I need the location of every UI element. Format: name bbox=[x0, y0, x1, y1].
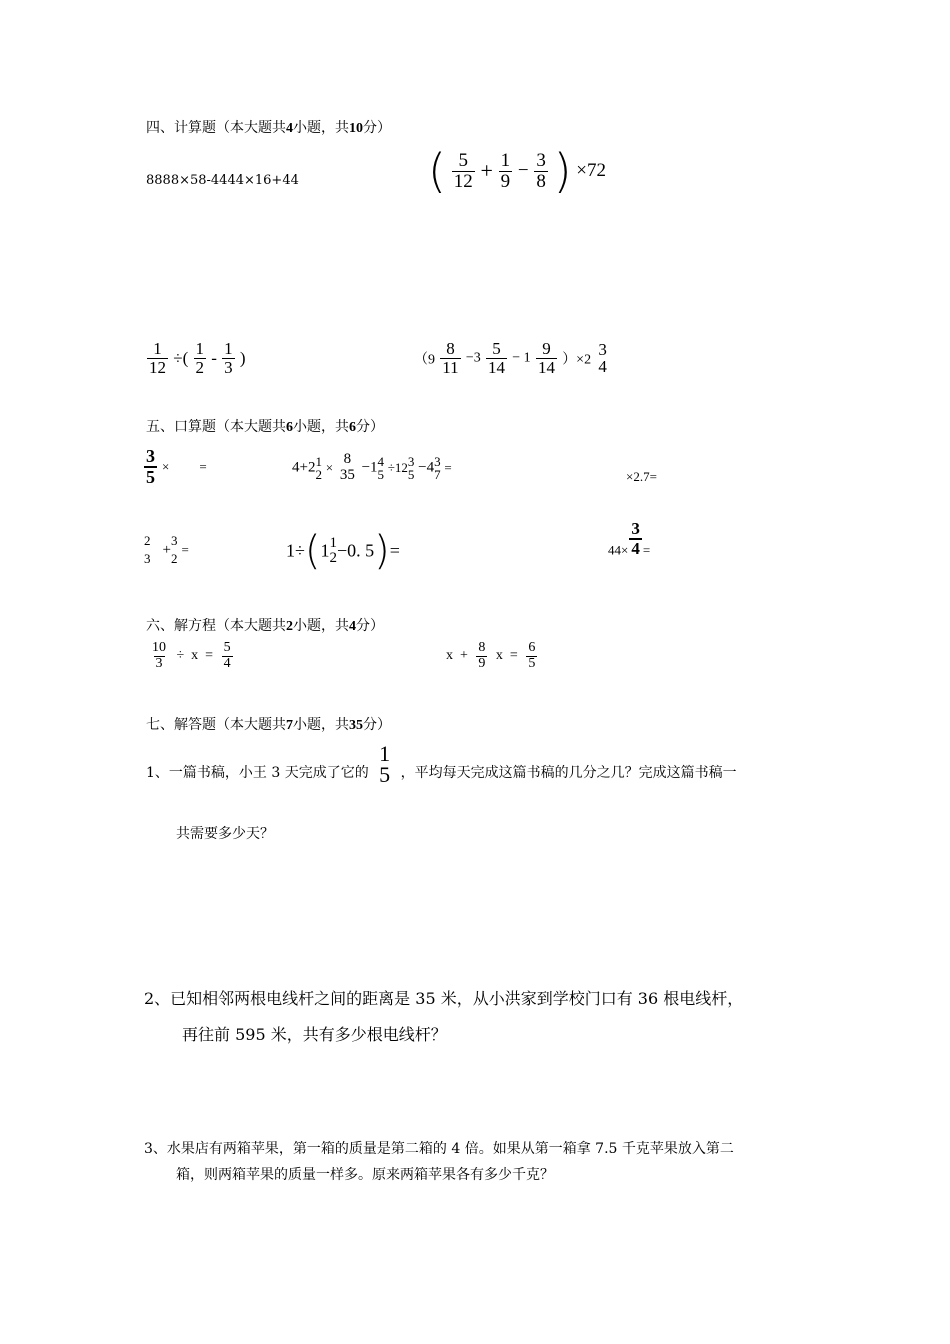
fraction bbox=[147, 340, 168, 377]
term: 1÷ bbox=[286, 540, 305, 561]
term: −0. 5 bbox=[337, 540, 375, 561]
operator: - bbox=[211, 348, 217, 368]
fraction bbox=[440, 340, 460, 377]
whole-number: 1 bbox=[320, 540, 330, 561]
fraction bbox=[476, 641, 487, 671]
numerator: 3 bbox=[631, 519, 640, 538]
mixed-fraction bbox=[408, 455, 415, 481]
equals: = bbox=[642, 542, 651, 558]
numerator: 1 bbox=[224, 339, 233, 358]
heading-text: 小题，共 bbox=[293, 717, 349, 733]
heading-text: 小题，共 bbox=[293, 618, 349, 634]
oral-q4 bbox=[144, 532, 189, 568]
calc-q4 bbox=[414, 340, 610, 377]
numerator: 10 bbox=[152, 640, 166, 655]
denominator: 3 bbox=[224, 357, 233, 377]
close-paren: ) bbox=[239, 348, 246, 368]
problem-text: 1、一篇书稿，小王 3 天完成了它的 bbox=[146, 764, 369, 781]
calc-q1: 8888×58-4444×16+44 bbox=[146, 173, 299, 188]
numerator: 1 bbox=[379, 741, 391, 766]
heading-count: 2 bbox=[286, 619, 293, 634]
denominator: 5 bbox=[528, 655, 536, 671]
numerator: 5 bbox=[223, 640, 231, 655]
fraction bbox=[150, 641, 168, 671]
fraction bbox=[194, 340, 207, 377]
denominator: 2 bbox=[170, 551, 178, 567]
heading-count: 4 bbox=[286, 121, 293, 136]
heading-text: 六、解方程（本大题共 bbox=[146, 618, 286, 634]
denominator: 5 bbox=[407, 466, 415, 482]
heading-text: 五、口算题（本大题共 bbox=[146, 419, 286, 435]
heading-text: 分） bbox=[356, 419, 384, 435]
operator: ÷( bbox=[173, 348, 189, 368]
problem-2: 2、已知相邻两根电线杆之间的距离是 35 米，从小洪家到学校门口有 36 根电线杆， bbox=[144, 989, 744, 1008]
denominator: 9 bbox=[500, 170, 511, 192]
heading-text: 小题，共 bbox=[293, 120, 349, 136]
heading-count: 6 bbox=[286, 420, 293, 435]
denominator: 11 bbox=[442, 357, 459, 377]
numerator: 5 bbox=[458, 149, 468, 171]
close-paren: ) bbox=[374, 528, 390, 574]
section6-heading bbox=[146, 615, 384, 635]
fraction bbox=[499, 151, 513, 192]
heading-text: 四、计算题（本大题共 bbox=[146, 120, 286, 136]
denominator: 2 bbox=[329, 550, 337, 566]
open-paren: ( bbox=[428, 144, 446, 198]
heading-text: 分） bbox=[363, 717, 391, 733]
problem-text: ，平均每天完成这篇书稿的几分之几？完成这篇书稿一 bbox=[400, 764, 737, 781]
fraction bbox=[144, 447, 157, 487]
numerator: 1 bbox=[153, 339, 162, 358]
oral-q1 bbox=[143, 447, 207, 487]
fraction bbox=[629, 520, 642, 558]
numerator: 1 bbox=[195, 339, 204, 358]
numerator: 3 bbox=[407, 453, 415, 469]
equation-text: ÷ x = bbox=[176, 648, 214, 664]
section7-heading bbox=[146, 714, 391, 734]
numerator: 3 bbox=[170, 533, 178, 548]
denominator: 35 bbox=[339, 466, 355, 483]
fraction bbox=[222, 641, 233, 671]
close-paren: ）×2 bbox=[562, 352, 592, 368]
calc-q3 bbox=[146, 340, 246, 377]
calc-q2 bbox=[428, 144, 606, 198]
numerator: 3 bbox=[598, 339, 607, 359]
fraction bbox=[338, 452, 357, 484]
numerator: 3 bbox=[146, 446, 155, 466]
numerator: 3 bbox=[536, 149, 546, 171]
open-paren: ( bbox=[304, 528, 321, 574]
operator: −4 bbox=[418, 459, 435, 476]
denominator: 4 bbox=[598, 357, 607, 377]
heading-text: 七、解答题（本大题共 bbox=[146, 717, 286, 733]
numerator: 1 bbox=[500, 149, 511, 171]
equation-1 bbox=[149, 641, 234, 671]
section4-heading bbox=[146, 117, 391, 137]
equals: = bbox=[389, 540, 400, 561]
equation-2 bbox=[446, 641, 538, 671]
term: 44× bbox=[608, 542, 629, 558]
section5-heading bbox=[146, 416, 384, 436]
mixed-fraction bbox=[378, 455, 385, 481]
multiplier: ×72 bbox=[576, 160, 607, 181]
heading-points: 35 bbox=[349, 718, 363, 733]
denominator: 4 bbox=[223, 655, 231, 671]
numerator: 1 bbox=[315, 453, 322, 469]
fraction bbox=[534, 151, 548, 192]
equation-text: x + bbox=[446, 648, 468, 664]
denominator: 5 bbox=[379, 761, 391, 787]
fraction bbox=[526, 641, 537, 671]
numerator: 3 bbox=[434, 453, 441, 469]
fraction bbox=[222, 340, 235, 377]
operator: + bbox=[480, 158, 493, 183]
denominator: 2 bbox=[195, 357, 204, 377]
equals: = bbox=[199, 458, 207, 474]
equals: = bbox=[444, 459, 452, 475]
oral-q2 bbox=[292, 452, 452, 484]
denominator: 2 bbox=[315, 466, 322, 482]
numerator: 2 bbox=[144, 533, 151, 548]
numerator: 8 bbox=[478, 640, 486, 655]
operator: − 1 bbox=[512, 350, 531, 366]
term: 4+2 bbox=[292, 459, 316, 476]
close-paren: ) bbox=[553, 144, 572, 198]
fraction bbox=[596, 341, 609, 377]
operator: −1 bbox=[361, 459, 378, 476]
heading-points: 6 bbox=[349, 420, 356, 435]
oral-q6 bbox=[608, 520, 650, 559]
numerator: 6 bbox=[528, 640, 536, 655]
denominator: 14 bbox=[537, 357, 555, 377]
problem-3: 3、水果店有两箱苹果，第一箱的质量是第二箱的 4 倍。如果从第一箱拿 7.5 千克苹果放入第二 bbox=[144, 1141, 734, 1157]
problem-2-cont: 再往前 595 米，共有多少根电线杆？ bbox=[182, 1025, 447, 1044]
oral-q5 bbox=[286, 528, 400, 574]
equals: = bbox=[181, 542, 189, 558]
heading-text: 分） bbox=[356, 618, 384, 634]
numerator: 1 bbox=[329, 535, 337, 551]
open-paren: （9 bbox=[414, 352, 435, 368]
numerator: 4 bbox=[377, 453, 385, 469]
fraction bbox=[144, 532, 151, 568]
operator: × bbox=[162, 458, 170, 474]
operator: + bbox=[162, 541, 171, 558]
denominator: 14 bbox=[488, 357, 506, 377]
denominator: 8 bbox=[536, 170, 546, 192]
mixed-fraction bbox=[315, 455, 322, 481]
operator: ÷12 bbox=[387, 459, 408, 475]
denominator: 12 bbox=[453, 170, 473, 192]
problem-1 bbox=[146, 741, 737, 787]
denominator: 4 bbox=[631, 538, 640, 558]
mixed-fraction bbox=[434, 455, 441, 481]
denominator: 12 bbox=[149, 357, 166, 377]
operator: × bbox=[325, 459, 334, 475]
problem-3-cont: 箱，则两箱苹果的质量一样多。原来两箱苹果各有多少千克？ bbox=[176, 1167, 554, 1183]
heading-count: 7 bbox=[286, 718, 293, 733]
fraction bbox=[536, 340, 557, 377]
operator: − bbox=[517, 160, 529, 181]
denominator: 5 bbox=[146, 466, 155, 487]
fraction bbox=[486, 340, 507, 377]
numerator: 8 bbox=[446, 339, 455, 358]
fraction bbox=[452, 151, 475, 192]
numerator: 5 bbox=[492, 339, 501, 358]
fraction bbox=[377, 741, 392, 787]
denominator: 3 bbox=[155, 655, 163, 671]
mixed-fraction bbox=[330, 536, 338, 566]
denominator: 5 bbox=[377, 466, 385, 482]
oral-q3: ×2.7= bbox=[626, 469, 657, 484]
denominator: 9 bbox=[478, 655, 486, 671]
heading-points: 4 bbox=[349, 619, 356, 634]
numerator: 8 bbox=[343, 451, 352, 467]
heading-text: 小题，共 bbox=[293, 419, 349, 435]
denominator: 3 bbox=[144, 551, 151, 567]
heading-points: 10 bbox=[349, 121, 363, 136]
fraction bbox=[171, 532, 178, 568]
operator: −3 bbox=[465, 350, 481, 366]
numerator: 9 bbox=[542, 339, 551, 358]
denominator: 7 bbox=[434, 466, 441, 482]
equation-text: x = bbox=[495, 648, 518, 664]
problem-1-cont: 共需要多少天？ bbox=[176, 826, 274, 842]
heading-text: 分） bbox=[363, 120, 391, 136]
